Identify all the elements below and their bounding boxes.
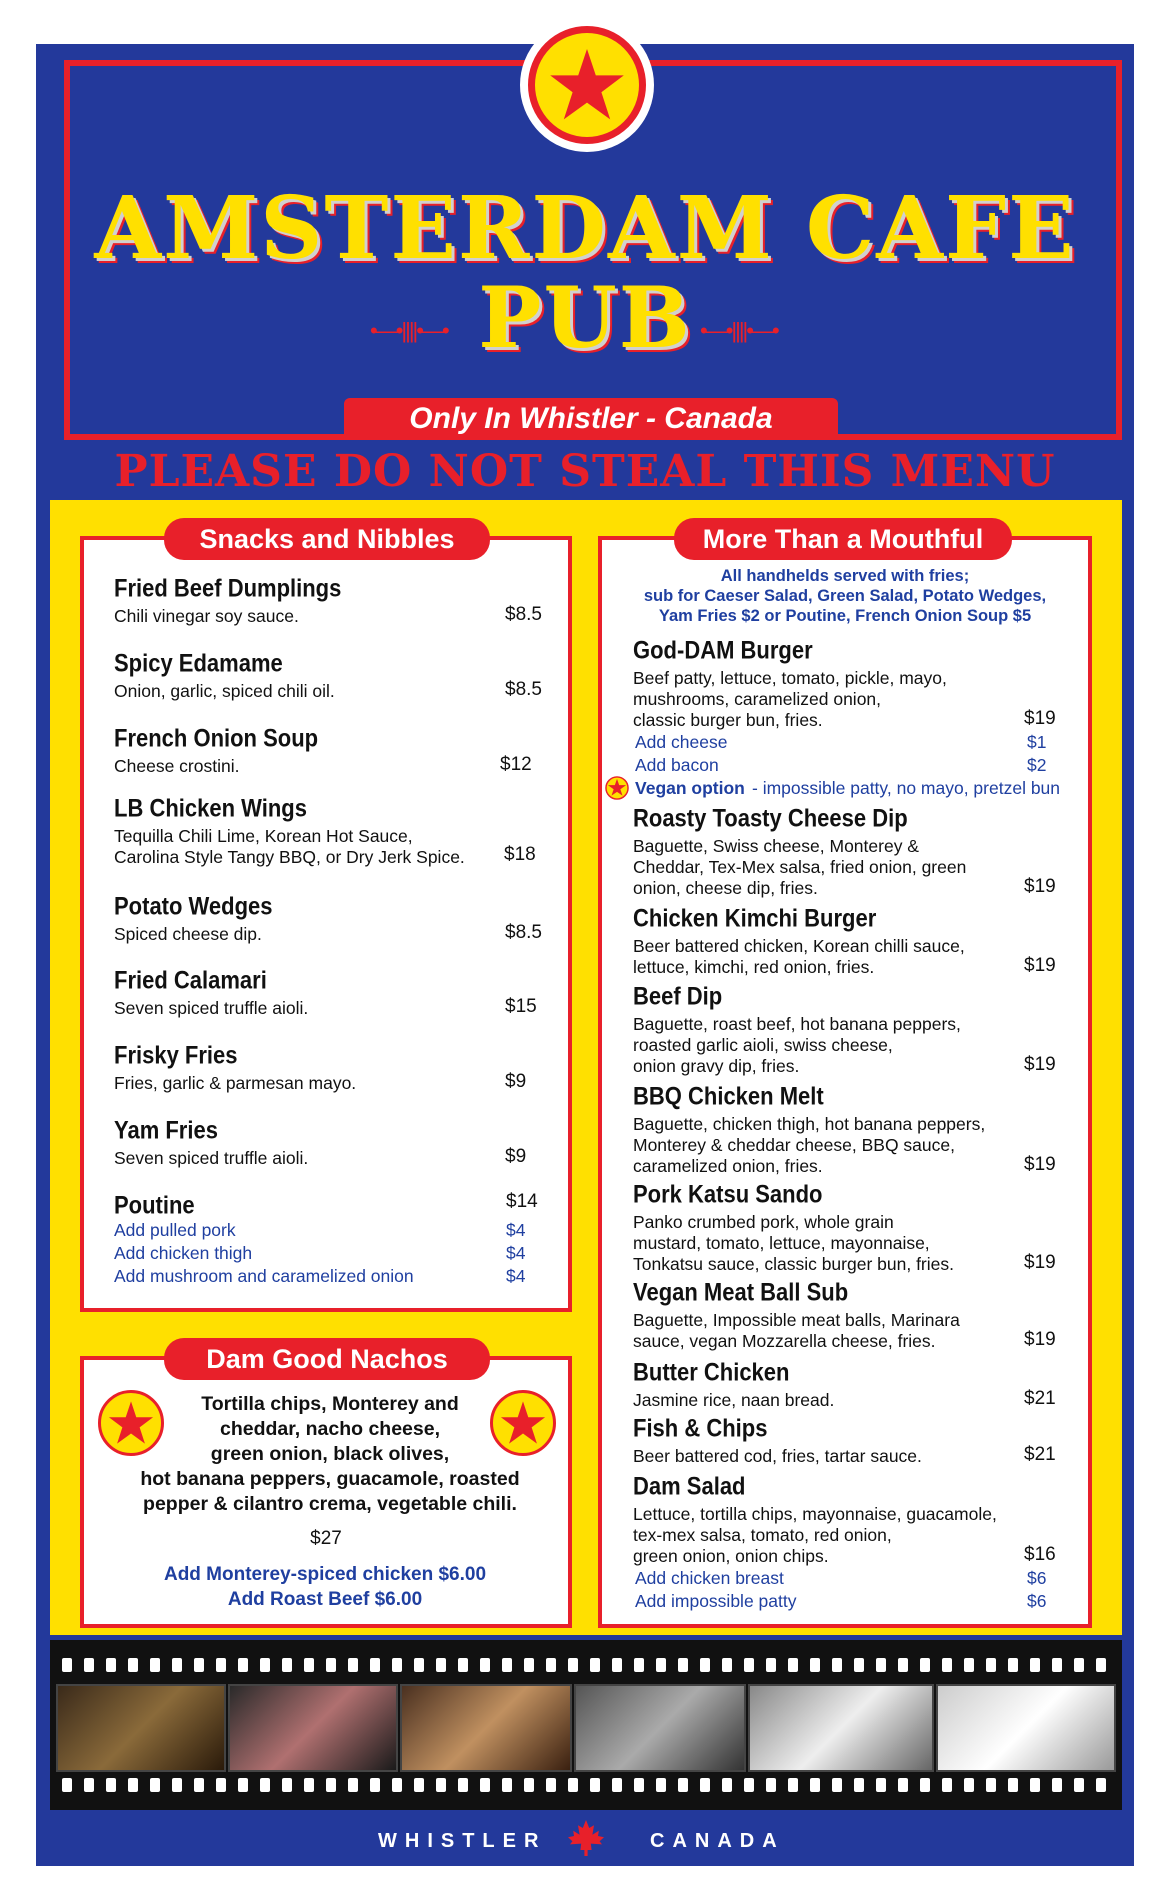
item-desc: Jasmine rice, naan bread. (633, 1390, 835, 1410)
nachos-line: Tortilla chips, Monterey and (201, 1393, 459, 1415)
film-sprocket-hole (898, 1778, 908, 1792)
star-badge (520, 18, 654, 152)
film-sprocket-hole (678, 1658, 688, 1672)
item-name: Butter Chicken (633, 1358, 790, 1386)
item-price: $14 (506, 1191, 538, 1212)
handhelds-note: Yam Fries $2 or Poutine, French Onion Soup $5 (658, 607, 1032, 625)
addon-price: $2 (1027, 755, 1047, 775)
film-sprocket-hole (854, 1778, 864, 1792)
item-name: Roasty Toasty Cheese Dip (633, 804, 908, 832)
film-sprocket-hole (502, 1658, 512, 1672)
film-sprocket-hole (1052, 1658, 1062, 1672)
film-sprocket-hole (326, 1778, 336, 1792)
film-sprocket-hole (634, 1658, 644, 1672)
handhelds-note: sub for Caeser Salad, Green Salad, Potato Wedges, (643, 587, 1047, 605)
film-sprocket-hole (348, 1778, 358, 1792)
star-icon (547, 45, 627, 125)
nachos-line: hot banana peppers, guacamole, roasted (140, 1468, 520, 1490)
item-desc: caramelized onion, fries. (633, 1156, 823, 1176)
item-name: Beef Dip (633, 982, 723, 1010)
item-desc: Spiced cheese dip. (114, 924, 262, 944)
item-name: Dam Salad (633, 1472, 746, 1500)
item-desc: sauce, vegan Mozzarella cheese, fries. (633, 1331, 936, 1351)
film-sprocket-hole (634, 1778, 644, 1792)
film-sprocket-hole (480, 1658, 490, 1672)
tagline: Only In Whistler - Canada (344, 398, 838, 440)
film-sprocket-hole (612, 1778, 622, 1792)
film-sprocket-hole (766, 1778, 776, 1792)
handhelds-note: All handhelds served with fries; (720, 567, 970, 585)
item-name: Fried Beef Dumplings (114, 574, 342, 602)
film-sprocket-hole (524, 1658, 534, 1672)
item-price: $8.5 (505, 922, 542, 943)
addon-label: Add mushroom and caramelized onion (114, 1266, 414, 1286)
film-sprocket-hole (1074, 1778, 1084, 1792)
film-sprocket-hole (568, 1658, 578, 1672)
photo-sign (748, 1684, 934, 1772)
nachos-line: green onion, black olives, (210, 1443, 450, 1465)
item-price: $15 (505, 996, 537, 1017)
item-price: $9 (505, 1146, 527, 1167)
film-sprocket-hole (216, 1658, 226, 1672)
addon-price: $6 (1027, 1591, 1047, 1611)
warning-text: PLEASE DO NOT STEAL THIS MENU (114, 446, 1056, 497)
addon-label: Add chicken thigh (114, 1243, 253, 1263)
film-sprocket-hole (898, 1658, 908, 1672)
item-desc: Baguette, roast beef, hot banana peppers, (633, 1014, 961, 1034)
photo-bar-room (400, 1684, 572, 1772)
item-name: Fish & Chips (633, 1414, 768, 1442)
film-sprocket-hole (128, 1658, 138, 1672)
film-sprocket-hole (1074, 1658, 1084, 1672)
item-desc: onion gravy dip, fries. (633, 1056, 800, 1076)
item-price: $19 (1024, 1329, 1056, 1350)
snacks-heading: Snacks and Nibbles (164, 518, 490, 560)
film-sprocket-hole (436, 1658, 446, 1672)
star-icon (605, 776, 629, 800)
film-sprocket-hole (854, 1658, 864, 1672)
item-desc: Baguette, Swiss cheese, Monterey & (633, 836, 919, 856)
item-desc: Carolina Style Tangy BBQ, or Dry Jerk Spice. (114, 847, 465, 867)
flourish-left: •—•||||•—• (370, 318, 448, 343)
item-price: $19 (1024, 955, 1056, 976)
film-sprocket-hole (172, 1658, 182, 1672)
item-name: Fried Calamari (114, 966, 267, 994)
nachos-addon: Add Roast Beef $6.00 (227, 1589, 423, 1610)
item-name: Vegan Meat Ball Sub (633, 1278, 849, 1306)
film-sprocket-hole (832, 1778, 842, 1792)
film-sprocket-hole (722, 1658, 732, 1672)
item-price: $9 (505, 1071, 527, 1092)
item-price: $12 (500, 754, 532, 775)
item-desc: Seven spiced truffle aioli. (114, 998, 309, 1018)
addon-label: Add chicken breast (635, 1568, 784, 1588)
item-desc: lettuce, kimchi, red onion, fries. (633, 957, 875, 977)
item-name: Chicken Kimchi Burger (633, 904, 877, 932)
film-sprocket-hole (1030, 1658, 1040, 1672)
item-price: $21 (1024, 1388, 1056, 1409)
photo-mannequin (936, 1684, 1116, 1772)
film-sprocket-hole (128, 1778, 138, 1792)
nachos-line: pepper & cilantro crema, vegetable chili. (143, 1493, 517, 1515)
film-sprocket-hole (414, 1778, 424, 1792)
item-price: $8.5 (505, 604, 542, 625)
film-sprocket-hole (62, 1778, 72, 1792)
film-sprocket-hole (766, 1658, 776, 1672)
flourish-right: •—•||||•—• (700, 318, 778, 343)
addon-label: Add impossible patty (635, 1591, 797, 1611)
film-sprocket-hole (458, 1778, 468, 1792)
item-name: Pork Katsu Sando (633, 1180, 823, 1208)
footer-right: CANADA (650, 1830, 785, 1852)
item-name: God-DAM Burger (633, 636, 813, 664)
film-sprocket-hole (282, 1778, 292, 1792)
item-desc: roasted garlic aioli, swiss cheese, (633, 1035, 893, 1055)
item-name: LB Chicken Wings (114, 794, 307, 822)
item-name: Spicy Edamame (114, 649, 283, 677)
item-desc: Lettuce, tortilla chips, mayonnaise, guacamole, (633, 1504, 997, 1524)
film-sprocket-hole (238, 1778, 248, 1792)
film-sprocket-hole (700, 1778, 710, 1792)
item-desc: Beer battered cod, fries, tartar sauce. (633, 1446, 922, 1466)
film-sprocket-hole (942, 1658, 952, 1672)
item-price: $8.5 (505, 679, 542, 700)
film-sprocket-hole (238, 1658, 248, 1672)
film-sprocket-hole (436, 1778, 446, 1792)
film-sprocket-hole (810, 1778, 820, 1792)
addon-price: $1 (1027, 732, 1047, 752)
title-line1: AMSTERDAM CAFE (94, 178, 1076, 279)
item-price: $21 (1024, 1444, 1056, 1465)
film-sprocket-hole (656, 1778, 666, 1792)
film-sprocket-hole (590, 1778, 600, 1792)
film-sprocket-hole (612, 1658, 622, 1672)
film-sprocket-hole (106, 1658, 116, 1672)
film-sprocket-hole (920, 1658, 930, 1672)
film-sprocket-hole (150, 1778, 160, 1792)
film-sprocket-hole (282, 1658, 292, 1672)
nachos-heading: Dam Good Nachos (164, 1338, 490, 1380)
nachos-addon: Add Monterey-spiced chicken $6.00 (163, 1564, 487, 1585)
film-sprocket-hole (304, 1778, 314, 1792)
item-desc: Beer battered chicken, Korean chilli sauce, (633, 936, 965, 956)
film-sprocket-hole (304, 1658, 314, 1672)
addon-label: Add pulled pork (114, 1220, 236, 1240)
film-sprocket-hole (656, 1658, 666, 1672)
film-sprocket-hole (1008, 1658, 1018, 1672)
film-sprocket-hole (260, 1778, 270, 1792)
film-sprocket-hole (260, 1658, 270, 1672)
item-desc: Beef patty, lettuce, tomato, pickle, mayo, (633, 668, 947, 688)
film-sprocket-hole (700, 1658, 710, 1672)
film-sprocket-hole (370, 1778, 380, 1792)
item-name: Poutine (114, 1191, 195, 1219)
item-name: French Onion Soup (114, 724, 319, 752)
film-sprocket-hole (964, 1658, 974, 1672)
item-desc: classic burger bun, fries. (633, 710, 823, 730)
film-sprocket-hole (480, 1778, 490, 1792)
photo-bar-interior (56, 1684, 226, 1772)
addon-price: $4 (506, 1243, 526, 1263)
vegan-option-label: Vegan option (635, 778, 745, 798)
item-desc: Baguette, chicken thigh, hot banana peppers, (633, 1114, 986, 1134)
addon-label: Add cheese (635, 732, 728, 752)
film-sprocket-hole (326, 1658, 336, 1672)
film-sprocket-hole (370, 1658, 380, 1672)
nachos-line: cheddar, nacho cheese, (219, 1418, 440, 1440)
film-sprocket-hole (216, 1778, 226, 1792)
item-desc: Tequilla Chili Lime, Korean Hot Sauce, (114, 826, 413, 846)
item-desc: tex-mex salsa, tomato, red onion, (633, 1525, 892, 1545)
item-price: $16 (1024, 1544, 1056, 1565)
item-desc: mushrooms, caramelized onion, (633, 689, 882, 709)
film-sprocket-hole (1030, 1778, 1040, 1792)
film-sprocket-hole (414, 1658, 424, 1672)
film-sprocket-hole (172, 1778, 182, 1792)
film-sprocket-hole (722, 1778, 732, 1792)
photo-film-strip (50, 1640, 1122, 1810)
item-price: $19 (1024, 1252, 1056, 1273)
item-desc: onion, cheese dip, fries. (633, 878, 818, 898)
film-sprocket-hole (62, 1658, 72, 1672)
film-sprocket-hole (194, 1778, 204, 1792)
item-desc: Chili vinegar soy sauce. (114, 606, 299, 626)
film-sprocket-hole (942, 1778, 952, 1792)
film-sprocket-hole (678, 1778, 688, 1792)
item-desc: Baguette, Impossible meat balls, Marinara (633, 1310, 960, 1330)
item-desc: Fries, garlic & parmesan mayo. (114, 1073, 357, 1093)
item-price: $18 (504, 844, 536, 865)
item-price: $19 (1024, 1154, 1056, 1175)
film-sprocket-hole (876, 1778, 886, 1792)
item-name: Frisky Fries (114, 1041, 238, 1069)
film-sprocket-hole (788, 1658, 798, 1672)
item-desc: Tonkatsu sauce, classic burger bun, fries. (633, 1254, 954, 1274)
film-sprocket-hole (788, 1778, 798, 1792)
film-sprocket-hole (524, 1778, 534, 1792)
item-name: Potato Wedges (114, 892, 273, 920)
footer-left: WHISTLER (378, 1830, 547, 1852)
film-sprocket-hole (502, 1778, 512, 1792)
film-sprocket-hole (568, 1778, 578, 1792)
item-price: $19 (1024, 1054, 1056, 1075)
film-sprocket-hole (84, 1778, 94, 1792)
photo-bartender (228, 1684, 398, 1772)
film-sprocket-hole (1008, 1778, 1018, 1792)
film-sprocket-hole (392, 1778, 402, 1792)
item-desc: Panko crumbed pork, whole grain (633, 1212, 894, 1232)
addon-price: $6 (1027, 1568, 1047, 1588)
addon-price: $4 (506, 1220, 526, 1240)
item-price: $19 (1024, 876, 1056, 897)
item-desc: Cheddar, Tex-Mex salsa, fried onion, green (633, 857, 967, 877)
film-sprocket-hole (832, 1658, 842, 1672)
title-line2: PUB (478, 268, 692, 367)
film-sprocket-hole (106, 1778, 116, 1792)
film-sprocket-hole (84, 1658, 94, 1672)
film-sprocket-hole (194, 1658, 204, 1672)
film-sprocket-hole (744, 1658, 754, 1672)
item-desc: Seven spiced truffle aioli. (114, 1148, 309, 1168)
maple-leaf-icon (566, 1818, 606, 1858)
item-desc: green onion, onion chips. (633, 1546, 829, 1566)
film-sprocket-hole (810, 1658, 820, 1672)
film-sprocket-hole (348, 1658, 358, 1672)
film-sprocket-hole (920, 1778, 930, 1792)
film-sprocket-hole (546, 1778, 556, 1792)
film-sprocket-hole (1096, 1778, 1106, 1792)
item-name: BBQ Chicken Melt (633, 1082, 824, 1110)
film-sprocket-hole (1052, 1778, 1062, 1792)
film-sprocket-hole (150, 1658, 160, 1672)
film-sprocket-hole (1096, 1658, 1106, 1672)
item-desc: mustard, tomato, lettuce, mayonnaise, (633, 1233, 930, 1253)
nachos-price: $27 (310, 1528, 342, 1549)
film-sprocket-hole (876, 1658, 886, 1672)
film-sprocket-hole (546, 1658, 556, 1672)
item-desc: Cheese crostini. (114, 756, 240, 776)
mouthful-heading: More Than a Mouthful (674, 518, 1012, 560)
item-price: $19 (1024, 708, 1056, 729)
film-sprocket-hole (744, 1778, 754, 1792)
item-desc: Onion, garlic, spiced chili oil. (114, 681, 335, 701)
film-sprocket-hole (986, 1778, 996, 1792)
photo-group (574, 1684, 746, 1772)
item-desc: Monterey & cheddar cheese, BBQ sauce, (633, 1135, 955, 1155)
film-sprocket-hole (458, 1658, 468, 1672)
film-sprocket-hole (392, 1658, 402, 1672)
film-sprocket-hole (986, 1658, 996, 1672)
item-name: Yam Fries (114, 1116, 218, 1144)
film-sprocket-hole (964, 1778, 974, 1792)
film-sprocket-hole (590, 1658, 600, 1672)
addon-price: $4 (506, 1266, 526, 1286)
addon-label: Add bacon (635, 755, 719, 775)
vegan-option-text: - impossible patty, no mayo, pretzel bun (752, 778, 1061, 798)
